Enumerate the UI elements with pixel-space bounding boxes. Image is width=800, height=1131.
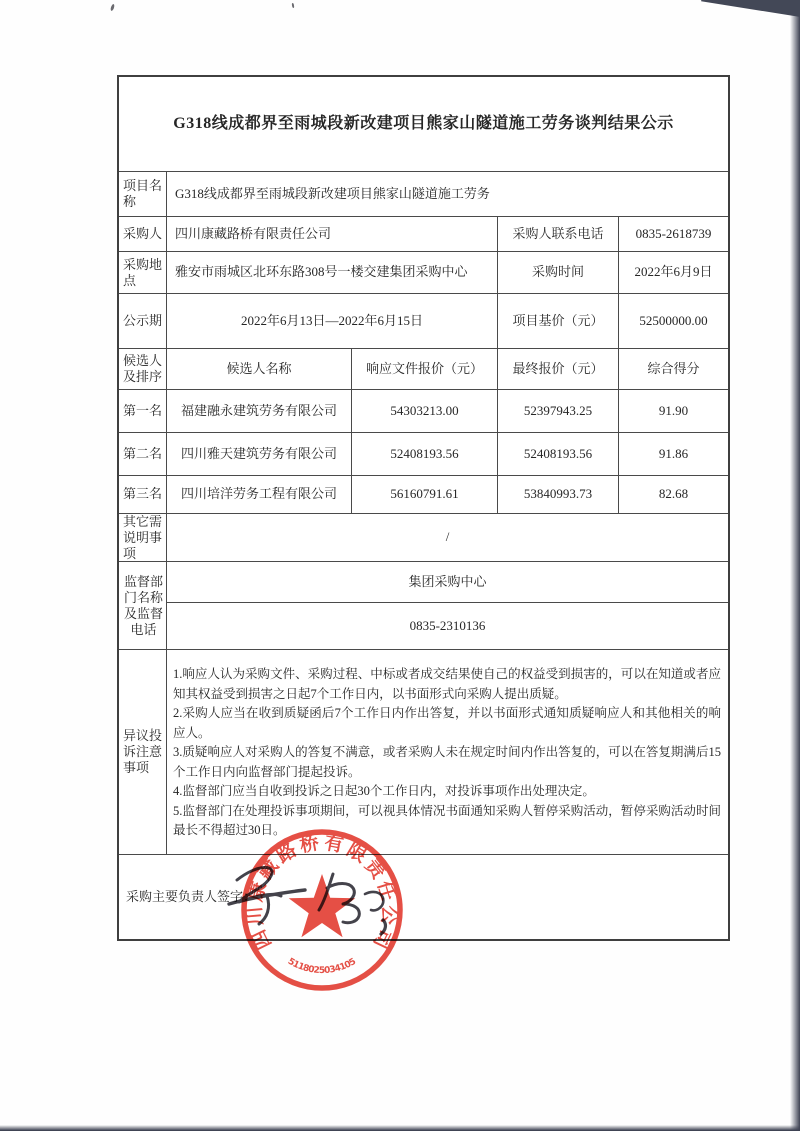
other-notes-label: 其它需说明事项 — [119, 514, 167, 562]
candidate-response-price: 54303213.00 — [352, 390, 498, 433]
purchase-time-label: 采购时间 — [498, 252, 619, 294]
supervision-label: 监督部门名称及监督电话 — [119, 562, 167, 650]
candidates-score-header: 综合得分 — [619, 349, 728, 390]
supervision-phone-value: 0835-2310136 — [167, 603, 728, 650]
candidates-name-header: 候选人名称 — [167, 349, 352, 390]
candidate-rank: 第三名 — [119, 476, 167, 514]
project-name-label: 项目名称 — [119, 172, 167, 217]
scan-streak-top-right — [701, 0, 800, 18]
candidate-rank: 第一名 — [119, 390, 167, 433]
other-notes-value: / — [167, 514, 728, 562]
notice-label: 异议投诉注意事项 — [119, 650, 167, 855]
purchaser-phone-value: 0835-2618739 — [619, 217, 728, 252]
notice-item-5: 5.监督部门在处理投诉事项期间，可以视具体情况书面通知采购人暂停采购活动，暂停采购活动时间最长不得超过30日。 — [173, 803, 721, 837]
stamp-company-name: 四川康藏路桥有限责任公司 — [244, 832, 400, 953]
candidate-final-price: 53840993.73 — [498, 476, 619, 514]
candidate-rank: 第二名 — [119, 433, 167, 476]
scan-speck — [110, 4, 115, 12]
notice-item-3: 3.质疑响应人对采购人的答复不满意，或者采购人未在规定时间内作出答复的，可以在答复期满后15个工作日内向监督部门提起投诉。 — [173, 745, 721, 779]
candidates-response-price-header: 响应文件报价（元） — [352, 349, 498, 390]
location-label: 采购地点 — [119, 252, 167, 294]
candidate-score: 82.68 — [619, 476, 728, 514]
purchaser-phone-label: 采购人联系电话 — [498, 217, 619, 252]
candidate-final-price: 52397943.25 — [498, 390, 619, 433]
candidate-name: 四川培洋劳务工程有限公司 — [167, 476, 352, 514]
base-price-value: 52500000.00 — [619, 294, 728, 349]
notice-body — [167, 650, 728, 855]
signature-label: 采购主要负责人签字： — [126, 888, 257, 904]
stamp-number: 5118025034105 — [285, 956, 359, 977]
notice-item-1: 1.响应人认为采购文件、采购过程、中标或者成交结果使自己的权益受到损害的，可以在知道或者应知其权益受到损害之日起7个工作日内，以书面形式向采购人提出质疑。 — [173, 667, 721, 701]
candidate-response-price: 56160791.61 — [352, 476, 498, 514]
candidate-name: 福建融永建筑劳务有限公司 — [167, 390, 352, 433]
scan-speck — [292, 3, 295, 8]
purchaser-label: 采购人 — [119, 217, 167, 252]
notice-item-2: 2.采购人应当在收到质疑函后7个工作日内作出答复，并以书面形式通知质疑响应人和其他相关的响应人。 — [173, 706, 721, 740]
scan-edge-bottom — [0, 1125, 800, 1131]
document-title: G318线成都界至雨城段新改建项目熊家山隧道施工劳务谈判结果公示 — [119, 77, 728, 172]
candidate-score: 91.90 — [619, 390, 728, 433]
purchaser-value: 四川康藏路桥有限责任公司 — [167, 217, 498, 252]
base-price-label: 项目基价（元） — [498, 294, 619, 349]
announcement-table — [117, 75, 730, 941]
svg-text:5118025034105 — [286, 956, 359, 976]
notice-item-4: 4.监督部门应当自收到投诉之日起30个工作日内，对投诉事项作出处理决定。 — [173, 784, 595, 798]
candidate-name: 四川雅天建筑劳务有限公司 — [167, 433, 352, 476]
signature-row — [119, 855, 728, 939]
project-name-value: G318线成都界至雨城段新改建项目熊家山隧道施工劳务 — [167, 172, 728, 217]
candidate-response-price: 52408193.56 — [352, 433, 498, 476]
candidates-final-price-header: 最终报价（元） — [498, 349, 619, 390]
scan-edge-right — [790, 0, 800, 1131]
purchase-time-value: 2022年6月9日 — [619, 252, 728, 294]
publicity-period-label: 公示期 — [119, 294, 167, 349]
candidate-final-price: 52408193.56 — [498, 433, 619, 476]
candidates-rank-header: 候选人及排序 — [119, 349, 167, 390]
candidate-score: 91.86 — [619, 433, 728, 476]
location-value: 雅安市雨城区北环东路308号一楼交建集团采购中心 — [167, 252, 498, 294]
publicity-period-value: 2022年6月13日—2022年6月15日 — [167, 294, 498, 349]
supervision-dept-value: 集团采购中心 — [167, 562, 728, 603]
